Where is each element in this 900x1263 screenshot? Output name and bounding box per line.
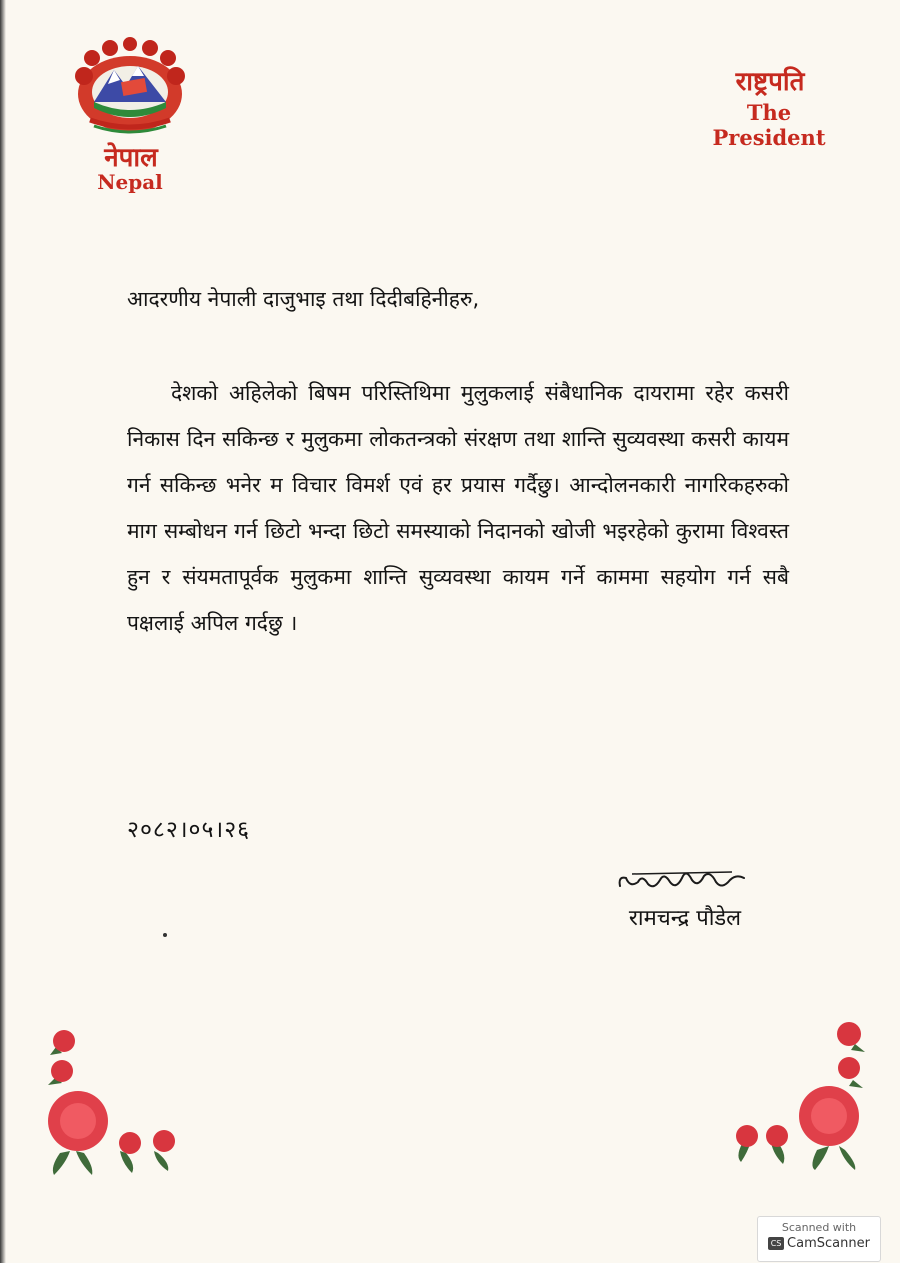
rhododendron-flowers-right-icon (725, 1020, 875, 1170)
camscanner-logo-icon: CS (768, 1237, 784, 1250)
letter-date: २०८२।०५।२६ (127, 817, 251, 843)
office-title-english: The President (712, 100, 826, 150)
letter-salutation: आदरणीय नेपाली दाजुभाइ तथा दिदीबहिनीहरु, (127, 287, 480, 311)
watermark-line2-container (758, 1236, 880, 1251)
page-edge (0, 0, 6, 1263)
nepal-coat-of-arms-icon (70, 36, 190, 136)
country-name-english: Nepal (97, 170, 163, 194)
watermark-line1: Scanned with (781, 1221, 857, 1234)
rhododendron-flowers-left-icon (40, 1025, 190, 1175)
handwritten-signature-icon (612, 860, 752, 896)
letter-body: देशको अहिलेको बिषम परिस्तिथिमा मुलुकलाई संबैधानिक दायरामा रहेर कसरी निकास दिन सकिन्छ र मुलुकमा लोकतन्त्रको संरक्षण तथा शान्ति सुव्यवस्था कसरी कायम गर्न सकिन्छ भनेर म विचार विमर्श एवं हर प्रयास गर्दैछु। आन्दोलनकारी नागरिकहरुको माग सम्बोधन गर्न छिटो भन्दा छिटो समस्याको निदानको खोजी भइरहेको कुरामा विश्वस्त हुन र संयमतापूर्वक मुलुकमा शान्ति सुव्यवस्था कायम गर्ने काममा सहयोग गर्न सबै पक्षलाई अपिल गर्दछु । (127, 381, 789, 635)
signer-name: रामचन्द्र पौडेल (628, 906, 742, 931)
camscanner-watermark (757, 1216, 881, 1262)
scan-speck (163, 933, 167, 937)
office-title-native: राष्ट्रपति (735, 67, 805, 97)
watermark-line2: CamScanner (787, 1236, 870, 1251)
country-name-native: नेपाल (104, 143, 158, 173)
